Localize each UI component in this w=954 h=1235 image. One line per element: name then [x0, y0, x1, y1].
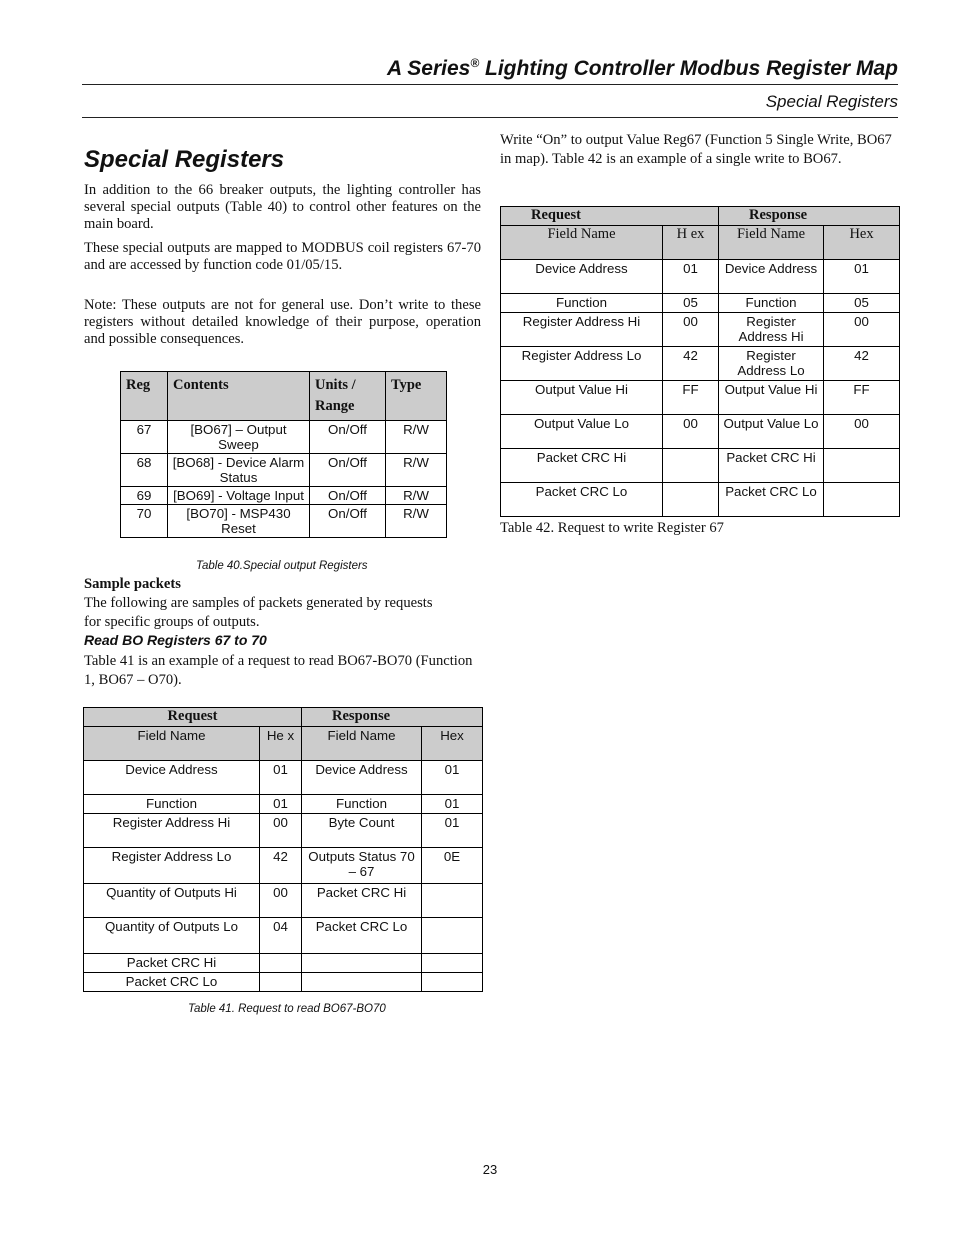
read-bo-text: Table 41 is an example of a request to read BO67-BO70 (Function 1, BO67 – O70). [84, 653, 473, 688]
table-cell: Function [84, 795, 260, 814]
table-cell: 01 [824, 260, 900, 294]
table-row [501, 347, 900, 381]
table-cell: [BO70] - MSP430 Reset [168, 505, 310, 538]
page-number: 23 [482, 1162, 498, 1177]
table-cell: Packet CRC Hi [302, 884, 422, 918]
table-cell: 05 [663, 294, 719, 313]
table-cell: 67 [121, 421, 168, 454]
special-output-registers-table [120, 371, 447, 538]
table-cell: Packet CRC Hi [719, 449, 824, 483]
table-cell: Register Address Hi [84, 814, 260, 848]
note-paragraph: Note: These outputs are not for general use. Don’t write to these registers without detailed knowledge of their purpose, operation and possible consequences. [84, 297, 481, 347]
mapping-paragraph: These special outputs are mapped to MODBUS coil registers 67-70 and are accessed by function code 01/05/15. [84, 240, 481, 273]
table-cell: 0E [422, 848, 483, 884]
table-cell: 69 [121, 487, 168, 505]
table-cell: 70 [121, 505, 168, 538]
table-cell: Packet CRC Hi [84, 954, 260, 973]
table-cell [422, 973, 483, 992]
sample-packets-text: The following are samples of packets generated by requests for specific groups of outputs. [84, 595, 433, 630]
table-cell: Register Address Hi [501, 313, 663, 347]
table-row [121, 487, 447, 505]
table-cell: R/W [386, 487, 447, 505]
table-cell: FF [663, 381, 719, 415]
table-cell: 01 [663, 260, 719, 294]
table-cell: Device Address [719, 260, 824, 294]
table-cell: 05 [824, 294, 900, 313]
table-row [84, 918, 483, 954]
column-header: Reg [121, 372, 168, 421]
table-42-caption: Table 42. Request to write Register 67 [500, 520, 724, 536]
table-cell: 68 [121, 454, 168, 487]
header-rule-bottom [82, 117, 898, 118]
table-cell: Register Address Lo [501, 347, 663, 381]
table-cell: 01 [422, 761, 483, 795]
table-cell [824, 449, 900, 483]
read-request-table [83, 707, 483, 992]
table-cell [260, 954, 302, 973]
section-title: Special Registers [84, 146, 285, 173]
table-cell [422, 954, 483, 973]
column-header: Field Name [302, 727, 422, 761]
table-cell: 00 [824, 313, 900, 347]
table-row [501, 294, 900, 313]
table-cell: 00 [260, 884, 302, 918]
table-cell [422, 884, 483, 918]
table-cell: Output Value Lo [719, 415, 824, 449]
table-row [84, 884, 483, 918]
table-cell: 42 [824, 347, 900, 381]
intro-paragraph: In addition to the 66 breaker outputs, the lighting controller has several special outputs (Table 40) to control other features on the main board. [84, 182, 481, 232]
table-row [84, 814, 483, 848]
table-cell: Packet CRC Hi [501, 449, 663, 483]
table-cell: Quantity of Outputs Hi [84, 884, 260, 918]
table-row [501, 313, 900, 347]
table-cell: Packet CRC Lo [501, 483, 663, 517]
table-cell: 01 [422, 795, 483, 814]
table-cell: Output Value Hi [501, 381, 663, 415]
table-row [501, 449, 900, 483]
table-row [84, 973, 483, 992]
table-cell [260, 973, 302, 992]
column-header: H ex [663, 226, 719, 260]
table-row [501, 260, 900, 294]
header-rule-top [82, 84, 898, 85]
table-cell [302, 954, 422, 973]
table-cell: [BO69] - Voltage Input [168, 487, 310, 505]
table-cell: 00 [824, 415, 900, 449]
write-intro-text: Write “On” to output Value Reg67 (Function 5 Single Write, BO67 in map). Table 42 is an example of a single write to BO67. [500, 132, 892, 167]
column-header: Field Name [719, 226, 824, 260]
column-header: Field Name [84, 727, 260, 761]
table-cell: R/W [386, 421, 447, 454]
table-40-caption: Table 40.Special output Registers [196, 560, 368, 572]
table-cell: Device Address [501, 260, 663, 294]
table-cell: Function [719, 294, 824, 313]
table-cell: Output Value Hi [719, 381, 824, 415]
table-cell: On/Off [310, 421, 386, 454]
column-header: Field Name [501, 226, 663, 260]
table-cell: Quantity of Outputs Lo [84, 918, 260, 954]
response-group-header: Response [302, 708, 483, 727]
table-row [84, 954, 483, 973]
table-cell: 42 [260, 848, 302, 884]
table-row [501, 483, 900, 517]
table-cell: 01 [260, 761, 302, 795]
response-group-header: Response [719, 207, 900, 226]
table-cell: [BO67] – Output Sweep [168, 421, 310, 454]
column-header: Type [386, 372, 447, 421]
table-cell: 01 [260, 795, 302, 814]
table-cell: Device Address [302, 761, 422, 795]
table-cell: 42 [663, 347, 719, 381]
table-cell: 00 [663, 415, 719, 449]
column-header: Units / Range [310, 372, 386, 421]
table-cell [663, 483, 719, 517]
table-cell [422, 918, 483, 954]
table-cell: Register Address Lo [719, 347, 824, 381]
table-row [84, 795, 483, 814]
column-header: Hex [824, 226, 900, 260]
table-cell: R/W [386, 505, 447, 538]
table-cell: 00 [663, 313, 719, 347]
table-cell: Byte Count [302, 814, 422, 848]
table-row [84, 848, 483, 884]
table-row [121, 505, 447, 538]
table-row [501, 415, 900, 449]
table-cell: Register Address Hi [719, 313, 824, 347]
table-cell: Packet CRC Lo [84, 973, 260, 992]
table-cell: On/Off [310, 505, 386, 538]
document-title: A Series® Lighting Controller Modbus Register Map [387, 56, 898, 80]
request-group-header: Request [84, 708, 302, 727]
table-cell: Packet CRC Lo [302, 918, 422, 954]
read-bo-heading: Read BO Registers 67 to 70 [84, 632, 267, 648]
document-subtitle: Special Registers [765, 92, 898, 111]
table-row [501, 381, 900, 415]
table-cell: 01 [422, 814, 483, 848]
table-cell: R/W [386, 454, 447, 487]
table-cell: Function [501, 294, 663, 313]
table-cell: 04 [260, 918, 302, 954]
column-header: He x [260, 727, 302, 761]
table-cell [824, 483, 900, 517]
table-cell: Function [302, 795, 422, 814]
table-cell: Device Address [84, 761, 260, 795]
sample-packets-heading: Sample packets [84, 576, 181, 592]
table-cell [302, 973, 422, 992]
table-cell: Packet CRC Lo [719, 483, 824, 517]
write-request-table [500, 206, 900, 517]
column-header: Contents [168, 372, 310, 421]
table-row [121, 454, 447, 487]
table-cell: On/Off [310, 487, 386, 505]
table-row [84, 761, 483, 795]
table-cell: Register Address Lo [84, 848, 260, 884]
table-cell: Outputs Status 70 – 67 [302, 848, 422, 884]
column-header: Hex [422, 727, 483, 761]
table-cell: [BO68] - Device Alarm Status [168, 454, 310, 487]
table-cell [663, 449, 719, 483]
table-cell: 00 [260, 814, 302, 848]
table-41-caption: Table 41. Request to read BO67-BO70 [188, 1003, 386, 1015]
request-group-header: Request [501, 207, 719, 226]
table-cell: FF [824, 381, 900, 415]
table-cell: Output Value Lo [501, 415, 663, 449]
table-row [121, 421, 447, 454]
table-cell: On/Off [310, 454, 386, 487]
